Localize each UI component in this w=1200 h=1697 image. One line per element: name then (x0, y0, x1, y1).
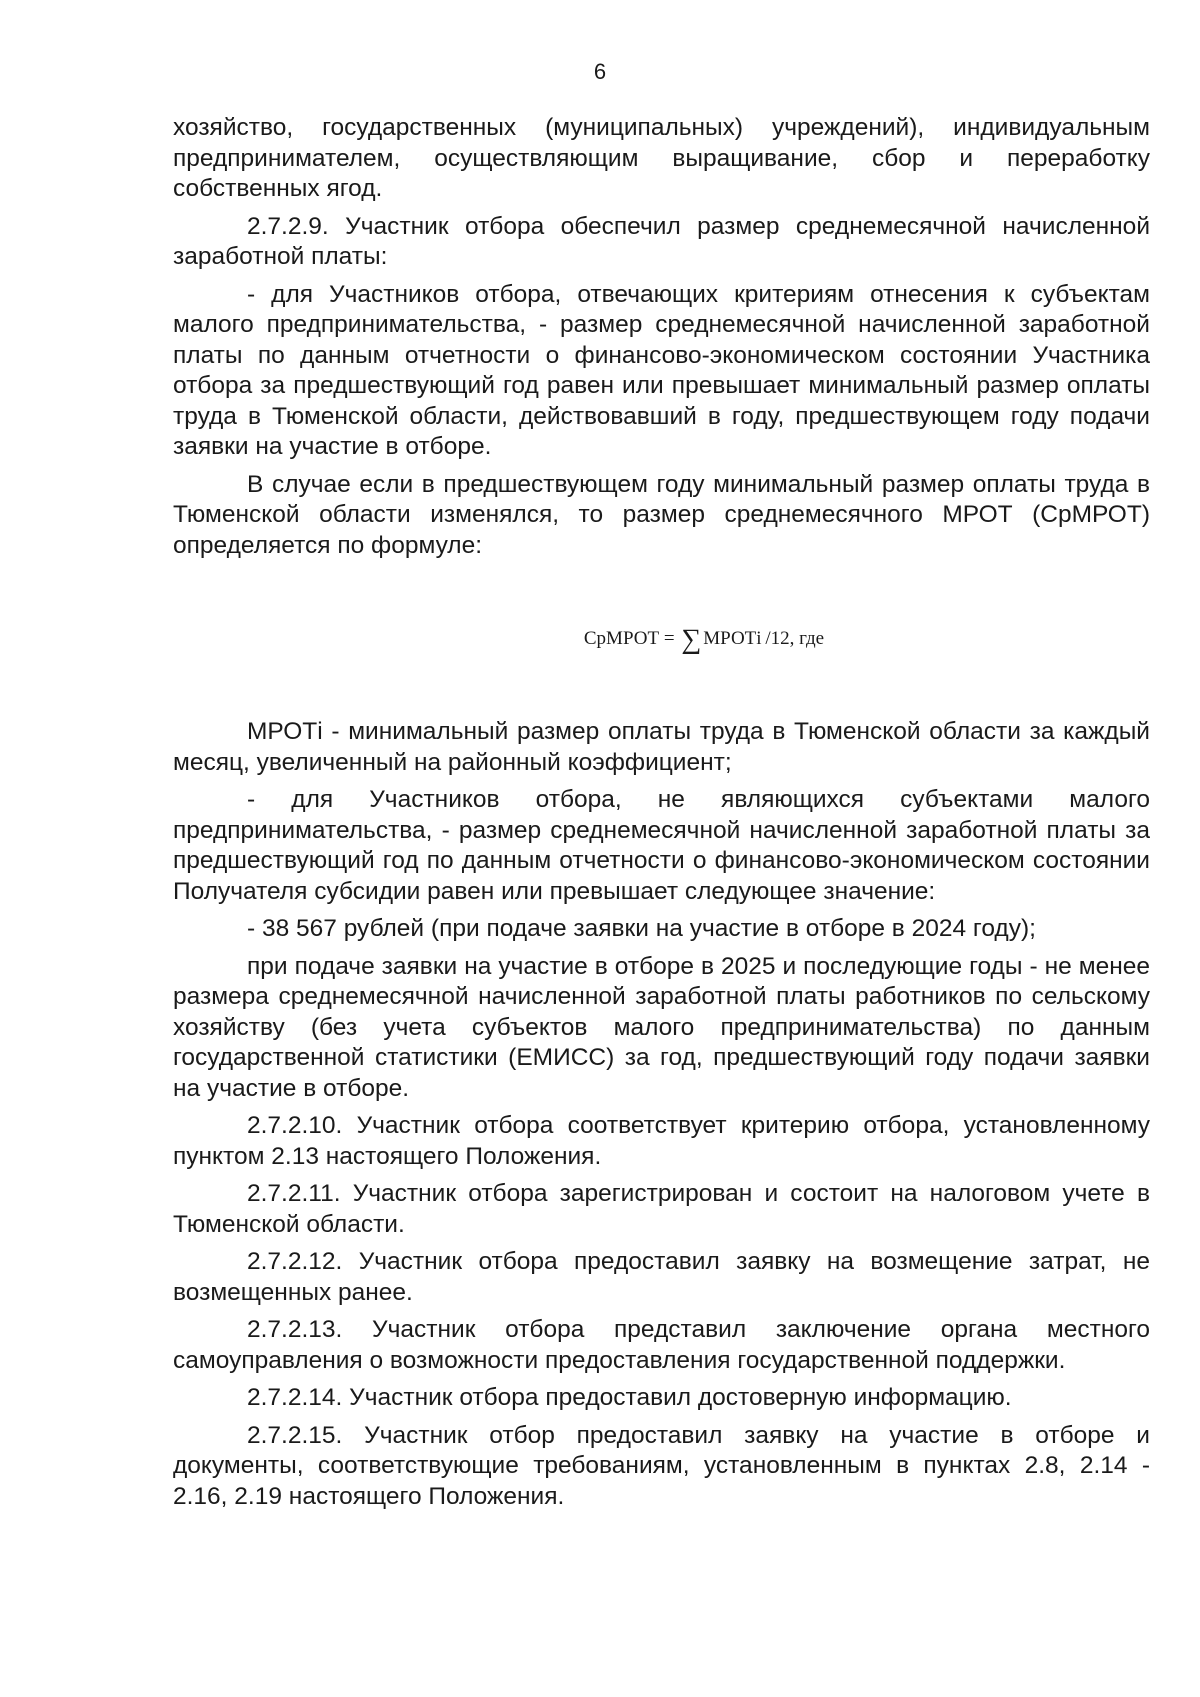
paragraph: - для Участников отбора, отвечающих критериям отнесения к субъектам малого предпринимательства, - размер среднемесячной начисленной заработной платы по данным отчетности о финансово-экономическом состоянии Участника отбора за предшествующий год равен или превышает минимальный размер оплаты труда в Тюменской области, действовавший в году, предшествующем году подачи заявки на участие в отборе. (173, 280, 1150, 460)
paragraph: 2.7.2.12. Участник отбора предоставил заявку на возмещение затрат, не возмещенных ранее. (173, 1248, 1150, 1306)
paragraph: 2.7.2.11. Участник отбора зарегистрирован и состоит на налоговом учете в Тюменской области. (173, 1180, 1150, 1238)
document-body (173, 113, 1150, 1519)
formula (173, 561, 1150, 717)
paragraph: 2.7.2.9. Участник отбора обеспечил размер среднемесячной начисленной заработной платы: (173, 212, 1150, 270)
paragraph: 2.7.2.14. Участник отбора предоставил достоверную информацию. (247, 1384, 1012, 1411)
formula-divisor: /12, (765, 627, 795, 649)
paragraph: - для Участников отбора, не являющихся субъектами малого предпринимательства, - размер среднемесячной начисленной заработной платы за предшествующий год по данным отчетности о финансово-экономическом состоянии Получателя субсидии равен или превышает следующее значение: (173, 786, 1150, 905)
formula-term: МРОТi (703, 627, 762, 649)
paragraph: 2.7.2.10. Участник отбора соответствует критерию отбора, установленному пунктом 2.13 настоящего Положения. (173, 1112, 1150, 1170)
paragraph: - 38 567 рублей (при подаче заявки на участие в отборе в 2024 году); (247, 915, 1036, 942)
sum-symbol: ∑ (681, 624, 702, 655)
paragraph: 2.7.2.15. Участник отбор предоставил заявку на участие в отборе и документы, соответствующие требованиям, установленным в пунктах 2.8, 2.14 - 2.16, 2.19 настоящего Положения. (173, 1421, 1150, 1510)
formula-lhs: СрМРОТ (583, 627, 660, 649)
formula-equals: = (663, 627, 675, 649)
formula-suffix: где (799, 627, 825, 649)
paragraph: В случае если в предшествующем году минимальный размер оплаты труда в Тюменской области изменялся, то размер среднемесячного МРОТ (СрМРОТ) определяется по формуле: (173, 470, 1150, 559)
page-number: 6 (593, 59, 607, 84)
paragraph: хозяйство, государственных (муниципальных) учреждений), индивидуальным предпринимателем, осуществляющим выращивание, сбор и переработку собственных ягод. (173, 114, 1150, 202)
paragraph: МРОТi - минимальный размер оплаты труда в Тюменской области за каждый месяц, увеличенный на районный коэффициент; (173, 718, 1150, 776)
paragraph: при подаче заявки на участие в отборе в 2025 и последующие годы - не менее размера среднемесячной начисленной заработной платы работников по сельскому хозяйству (без учета субъектов малого предпринимательства) по данным государственной статистики (ЕМИСС) за год, предшествующий году подачи заявки на участие в отборе. (173, 952, 1150, 1102)
paragraph: 2.7.2.13. Участник отбора представил заключение органа местного самоуправления о возможности предоставления государственной поддержки. (173, 1316, 1150, 1374)
